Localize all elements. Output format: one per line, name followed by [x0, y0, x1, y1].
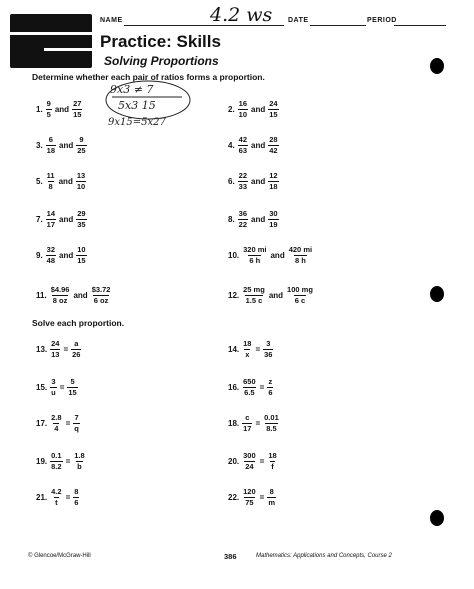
- denominator: 24: [245, 461, 254, 471]
- denominator: 10: [238, 109, 248, 119]
- ratio-problem: [36, 210, 87, 228]
- denominator: 25: [77, 145, 86, 155]
- problem-number: 14.: [228, 344, 240, 354]
- denominator: 18: [46, 145, 56, 155]
- problem-number: 17.: [36, 418, 48, 428]
- denominator: 6 oz: [93, 295, 109, 305]
- ratio-problem: [228, 100, 279, 118]
- period-line: [394, 25, 446, 26]
- ratio-a: [46, 172, 56, 190]
- numerator: 6: [48, 135, 53, 144]
- denominator: 8 h: [294, 255, 306, 265]
- numerator: 9: [79, 135, 84, 144]
- problem-number: 16.: [228, 382, 240, 392]
- ratio-a: [46, 100, 52, 118]
- numerator: 8: [269, 487, 274, 496]
- numerator: a: [74, 339, 79, 348]
- denominator: 15: [73, 109, 82, 119]
- proportion-problem: [36, 378, 78, 396]
- ratio-problem: [228, 210, 279, 228]
- problem-number: 10.: [228, 250, 240, 260]
- left-ratio: [50, 488, 62, 506]
- equals-sign: =: [259, 382, 265, 392]
- denominator: 6 h: [249, 255, 261, 265]
- denominator: 17: [243, 423, 252, 433]
- ratio-b: [76, 136, 86, 154]
- numerator: 27: [73, 99, 82, 108]
- ratio-problem: [36, 100, 82, 118]
- and-word: and: [251, 176, 266, 186]
- name-label: NAME: [100, 17, 123, 24]
- numerator: 8: [74, 487, 79, 496]
- ratio-problem: [228, 136, 279, 154]
- denominator: 8.2: [51, 461, 62, 471]
- ratio-a: [46, 246, 56, 264]
- and-word: and: [270, 250, 285, 260]
- chapter-badge: [10, 14, 92, 68]
- ratio-a: [50, 286, 71, 304]
- punch-hole: [430, 58, 444, 74]
- ratio-problem: [36, 286, 111, 304]
- ratio-a: [238, 136, 248, 154]
- denominator: t: [55, 497, 58, 507]
- work-line-2: 5x3 15: [118, 99, 156, 112]
- denominator: q: [74, 423, 79, 433]
- problem-number: 18.: [228, 418, 240, 428]
- and-word: and: [54, 104, 70, 114]
- denominator: b: [77, 461, 82, 471]
- numerator: 3: [266, 339, 271, 348]
- ratio-problem: [228, 286, 314, 304]
- numerator: $3.72: [91, 285, 111, 294]
- equals-sign: =: [63, 344, 69, 354]
- ratio-b: [268, 172, 278, 190]
- proportion-problem: [228, 340, 273, 358]
- period-label: PERIOD: [367, 17, 397, 24]
- right-ratio: [73, 414, 80, 432]
- numerator: 3: [51, 377, 56, 386]
- denominator: u: [51, 387, 56, 397]
- problem-number: 4.: [228, 140, 235, 150]
- equals-sign: =: [259, 492, 265, 502]
- ratio-b: [268, 100, 278, 118]
- footer-page-number: 386: [224, 552, 237, 561]
- denominator: 6: [268, 387, 273, 397]
- numerator: 320 mi: [243, 245, 267, 254]
- ratio-a: [238, 100, 248, 118]
- right-ratio: [263, 340, 273, 358]
- and-word: and: [59, 214, 74, 224]
- ratio-b: [268, 136, 278, 154]
- right-ratio: [67, 378, 77, 396]
- and-word: and: [251, 140, 266, 150]
- numerator: 36: [238, 209, 248, 218]
- ratio-a: [238, 172, 248, 190]
- denominator: 42: [269, 145, 278, 155]
- ratio-a: [46, 136, 56, 154]
- problem-number: 5.: [36, 176, 43, 186]
- right-ratio: [267, 488, 276, 506]
- denominator: 6.5: [244, 387, 255, 397]
- proportion-problem: [36, 414, 80, 432]
- proportion-problem: [36, 452, 86, 470]
- problem-number: 1.: [36, 104, 43, 114]
- ratio-b: [91, 286, 112, 304]
- proportion-problem: [36, 488, 79, 506]
- date-label: DATE: [288, 17, 309, 24]
- numerator: 650: [243, 377, 256, 386]
- left-ratio: [50, 378, 57, 396]
- numerator: 24: [51, 339, 60, 348]
- denominator: 15: [269, 109, 278, 119]
- denominator: 8 oz: [52, 295, 68, 305]
- ratio-a: [46, 210, 56, 228]
- numerator: 18: [243, 339, 252, 348]
- problem-number: 21.: [36, 492, 48, 502]
- denominator: 6 c: [294, 295, 306, 305]
- proportion-problem: [228, 378, 273, 396]
- numerator: 420 mi: [288, 245, 313, 254]
- left-ratio: [50, 414, 62, 432]
- ratio-problem: [36, 136, 87, 154]
- denominator: 17: [46, 219, 56, 229]
- ratio-problem: [36, 246, 87, 264]
- handwritten-work: [100, 80, 220, 130]
- ratio-problem: [228, 172, 279, 190]
- numerator: 1.8: [74, 451, 85, 460]
- problem-number: 15.: [36, 382, 48, 392]
- numerator: 300: [243, 451, 256, 460]
- ratio-b: [76, 172, 86, 190]
- numerator: 14: [46, 209, 56, 218]
- numerator: c: [245, 413, 250, 422]
- denominator: 6: [74, 497, 79, 507]
- problem-number: 22.: [228, 492, 240, 502]
- and-word: and: [251, 214, 266, 224]
- numerator: 4.2: [51, 487, 62, 496]
- name-handwritten: 4.2 ws: [210, 4, 273, 26]
- work-line-3: 9x15=5x27: [108, 117, 166, 128]
- ratio-b: [268, 210, 278, 228]
- problem-number: 7.: [36, 214, 43, 224]
- denominator: 75: [245, 497, 254, 507]
- problem-number: 19.: [36, 456, 48, 466]
- proportion-problem: [228, 488, 276, 506]
- denominator: 63: [238, 145, 248, 155]
- denominator: 4: [54, 423, 59, 433]
- section1-instruction: Determine whether each pair of ratios forms a proportion.: [32, 72, 265, 82]
- ratio-b: [286, 286, 314, 304]
- left-ratio: [50, 340, 60, 358]
- right-ratio: [267, 378, 273, 396]
- numerator: 9: [46, 99, 51, 108]
- problem-number: 2.: [228, 104, 235, 114]
- date-line: [310, 25, 366, 26]
- numerator: 13: [76, 171, 86, 180]
- numerator: 2.8: [51, 413, 62, 422]
- right-ratio: [267, 452, 277, 470]
- problem-number: 9.: [36, 250, 43, 260]
- left-ratio: [242, 488, 257, 506]
- denominator: 22: [238, 219, 248, 229]
- denominator: 15: [77, 255, 86, 265]
- page-title: Practice: Skills: [100, 32, 221, 51]
- section2-instruction: Solve each proportion.: [32, 318, 125, 328]
- equals-sign: =: [255, 344, 261, 354]
- denominator: 48: [46, 255, 56, 265]
- denominator: 18: [269, 181, 278, 191]
- ratio-problem: [36, 172, 86, 190]
- and-word: and: [268, 290, 284, 300]
- ratio-a: [238, 210, 248, 228]
- badge-stripe: [44, 48, 92, 51]
- right-ratio: [263, 414, 280, 432]
- problem-number: 20.: [228, 456, 240, 466]
- equals-sign: =: [59, 382, 65, 392]
- and-word: and: [251, 104, 266, 114]
- and-word: and: [59, 250, 74, 260]
- denominator: m: [268, 497, 275, 507]
- ratio-a: [242, 286, 266, 304]
- numerator: z: [268, 377, 273, 386]
- work-line-1: 9x3 ≠ 7: [110, 83, 154, 96]
- numerator: 120: [243, 487, 256, 496]
- equals-sign: =: [65, 418, 71, 428]
- numerator: 11: [46, 171, 55, 180]
- and-word: and: [73, 290, 88, 300]
- denominator: 5: [46, 109, 51, 119]
- and-word: and: [59, 140, 74, 150]
- denominator: 35: [77, 219, 86, 229]
- problem-number: 8.: [228, 214, 235, 224]
- ratio-b: [288, 246, 313, 264]
- numerator: 24: [269, 99, 278, 108]
- numerator: 30: [269, 209, 278, 218]
- numerator: 0.01: [264, 413, 279, 422]
- numerator: 42: [238, 135, 248, 144]
- ratio-problem: [228, 246, 313, 264]
- denominator: 26: [72, 349, 81, 359]
- numerator: 7: [74, 413, 79, 422]
- badge-stripe: [10, 32, 92, 35]
- equals-sign: =: [65, 492, 71, 502]
- punch-hole: [430, 286, 444, 302]
- numerator: 0.1: [51, 451, 62, 460]
- left-ratio: [242, 378, 257, 396]
- numerator: 18: [268, 451, 277, 460]
- denominator: 19: [269, 219, 278, 229]
- denominator: x: [245, 349, 250, 359]
- page-subtitle: Solving Proportions: [104, 54, 219, 68]
- left-ratio: [242, 452, 257, 470]
- footer-book-title: Mathematics: Applications and Concepts, Course 2: [256, 553, 392, 559]
- numerator: 5: [70, 377, 75, 386]
- left-ratio: [242, 414, 252, 432]
- ratio-b: [72, 100, 82, 118]
- problem-number: 13.: [36, 344, 48, 354]
- equals-sign: =: [259, 456, 265, 466]
- numerator: 10: [77, 245, 86, 254]
- right-ratio: [73, 488, 79, 506]
- denominator: 13: [51, 349, 60, 359]
- right-ratio: [73, 452, 85, 470]
- denominator: 8: [48, 181, 53, 191]
- equals-sign: =: [255, 418, 261, 428]
- problem-number: 6.: [228, 176, 235, 186]
- problem-number: 12.: [228, 290, 240, 300]
- ratio-b: [76, 210, 86, 228]
- problem-number: 3.: [36, 140, 43, 150]
- numerator: 28: [269, 135, 278, 144]
- denominator: f: [271, 461, 274, 471]
- numerator: 22: [238, 171, 248, 180]
- proportion-problem: [228, 452, 278, 470]
- ratio-b: [76, 246, 86, 264]
- denominator: 33: [238, 181, 248, 191]
- equals-sign: =: [65, 456, 71, 466]
- numerator: 12: [269, 171, 278, 180]
- denominator: 10: [76, 181, 86, 191]
- denominator: 36: [264, 349, 273, 359]
- ratio-a: [242, 246, 267, 264]
- proportion-problem: [228, 414, 280, 432]
- numerator: 16: [238, 99, 248, 108]
- footer-copyright: © Glencoe/McGraw-Hill: [28, 553, 91, 559]
- left-ratio: [242, 340, 252, 358]
- right-ratio: [71, 340, 81, 358]
- left-ratio: [50, 452, 62, 470]
- denominator: 8.5: [266, 423, 277, 433]
- denominator: 15: [68, 387, 77, 397]
- and-word: and: [58, 176, 73, 186]
- numerator: 100 mg: [287, 285, 313, 294]
- numerator: $4.96: [50, 285, 70, 294]
- denominator: 1.5 c: [245, 295, 263, 305]
- numerator: 32: [46, 245, 56, 254]
- problem-number: 11.: [36, 290, 47, 300]
- numerator: 29: [77, 209, 86, 218]
- proportion-problem: [36, 340, 81, 358]
- numerator: 25 mg: [243, 285, 265, 294]
- punch-hole: [430, 510, 444, 526]
